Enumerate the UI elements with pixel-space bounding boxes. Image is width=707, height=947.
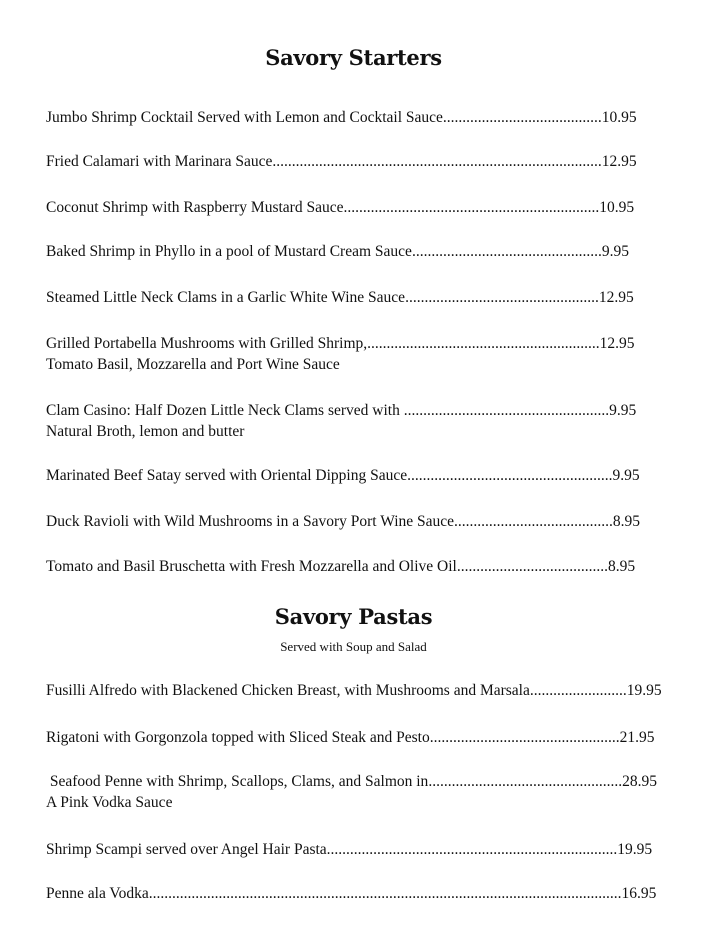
menu-item-line [46, 333, 635, 354]
menu-item-name: Steamed Little Neck Clams in a Garlic White Wine Sauce [46, 289, 406, 306]
menu-item [46, 883, 656, 904]
menu-item-price: 8.95 [607, 558, 636, 575]
dot-leader: .................................................. [405, 289, 599, 306]
menu-item-line [46, 556, 635, 577]
menu-item-line [46, 727, 654, 748]
menu-item-price: 10.95 [601, 109, 637, 126]
menu-item-line [46, 680, 662, 701]
menu-item-line [46, 287, 634, 308]
menu-item-price: 9.95 [612, 467, 640, 484]
dot-leader: ..................................................... [403, 402, 610, 419]
menu-item-line [46, 241, 629, 262]
menu-item-name: Clam Casino: Half Dozen Little Neck Clams served with [46, 402, 404, 419]
dot-leader: ..................................................... [407, 467, 613, 484]
menu-item-price: 19.95 [617, 841, 653, 858]
menu-item-line [46, 107, 637, 128]
menu-item-line [46, 839, 652, 860]
menu-item-line [46, 400, 636, 421]
menu-item-name: Rigatoni with Gorgonzola topped with Sliced Steak and Pesto [46, 729, 430, 746]
menu-item-name: Seafood Penne with Shrimp, Scallops, Clams, and Salmon in [46, 773, 429, 790]
menu-item-line [46, 465, 640, 486]
menu-item [46, 197, 634, 218]
menu-item [46, 107, 637, 128]
menu-item [46, 287, 634, 308]
menu-item-line [46, 197, 634, 218]
dot-leader: .................................................................. [343, 199, 600, 216]
menu-item-price: 12.95 [601, 153, 637, 170]
menu-item-name: Duck Ravioli with Wild Mushrooms in a Savory Port Wine Sauce [46, 513, 455, 530]
menu-item-price: 8.95 [612, 513, 641, 530]
menu-item-price: 12.95 [599, 335, 635, 352]
menu-item-price: 10.95 [599, 199, 635, 216]
dot-leader: ............................................................ [367, 335, 600, 352]
menu-item [46, 333, 635, 375]
menu-item-line [46, 883, 656, 904]
dot-leader: ......................... [529, 682, 627, 699]
menu-item [46, 556, 635, 577]
menu-item [46, 680, 662, 701]
dot-leader: ......................................... [454, 513, 613, 530]
menu-item-price: 19.95 [626, 682, 662, 699]
dot-leader: ................................................. [411, 243, 602, 260]
menu-item-description: Tomato Basil, Mozzarella and Port Wine Sauce [46, 356, 340, 373]
menu-item-name: Grilled Portabella Mushrooms with Grilled Shrimp, [46, 335, 368, 352]
menu-item [46, 771, 657, 813]
pastas-subtitle: Served with Soup and Salad [280, 639, 427, 654]
menu-item [46, 839, 652, 860]
menu-item-price: 12.95 [598, 289, 634, 306]
menu-item [46, 241, 629, 262]
menu-item-name: Coconut Shrimp with Raspberry Mustard Sauce [46, 199, 344, 216]
menu-item-description: Natural Broth, lemon and butter [46, 423, 245, 440]
pastas-title: Savory Pastas [274, 604, 433, 629]
menu-item [46, 465, 640, 486]
dot-leader: .................................................. [428, 773, 623, 790]
menu-item-line [46, 771, 657, 792]
dot-leader: ................................................. [429, 729, 620, 746]
menu-item-price: 9.95 [609, 402, 637, 419]
starters-title: Savory Starters [265, 45, 442, 70]
dot-leader: ........................................................................... [326, 841, 618, 858]
menu-item [46, 151, 637, 172]
menu-item-name: Tomato and Basil Bruschetta with Fresh Mozzarella and Olive Oil [46, 558, 457, 575]
menu-item-price: 21.95 [619, 729, 655, 746]
menu-item-name: Penne ala Vodka [46, 885, 149, 902]
menu-item-description: A Pink Vodka Sauce [46, 794, 173, 811]
menu-item-line [46, 511, 640, 532]
menu-item-name: Marinated Beef Satay served with Oriental Dipping Sauce [46, 467, 408, 484]
menu-item [46, 727, 654, 748]
menu-item-line [46, 151, 637, 172]
menu-item-name: Shrimp Scampi served over Angel Hair Pasta [46, 841, 327, 858]
dot-leader: .......................................................................................................................... [148, 885, 622, 902]
dot-leader: ......................................... [442, 109, 602, 126]
menu-item-price: 16.95 [621, 885, 657, 902]
menu-item-name: Jumbo Shrimp Cocktail Served with Lemon and Cocktail Sauce [46, 109, 443, 126]
menu-item-name: Fusilli Alfredo with Blackened Chicken Breast, with Mushrooms and Marsala [46, 682, 530, 699]
menu-item-price: 28.95 [622, 773, 657, 790]
menu-item-price: 9.95 [601, 243, 629, 260]
menu-item [46, 400, 636, 442]
menu-item-name: Fried Calamari with Marinara Sauce [46, 153, 273, 170]
dot-leader: ....................................... [456, 558, 608, 575]
menu-item-name: Baked Shrimp in Phyllo in a pool of Mustard Cream Sauce [46, 243, 412, 260]
menu-item [46, 511, 640, 532]
dot-leader: ..................................................................................... [272, 153, 602, 170]
